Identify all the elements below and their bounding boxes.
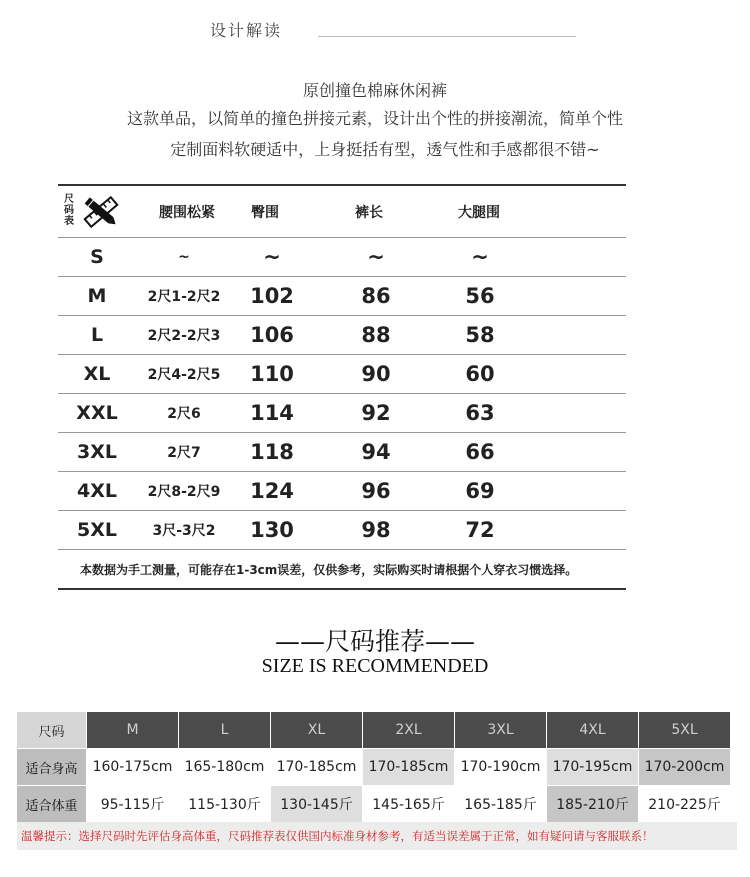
- section-heading: 设计解读: [210, 21, 283, 40]
- height-cell: 170-185cm: [363, 749, 454, 785]
- waist-cell: 2尺6: [167, 406, 201, 422]
- hip-cell: 110: [250, 362, 294, 386]
- recommend-size-m: M: [87, 712, 178, 748]
- thigh-cell: ~: [471, 245, 489, 269]
- hip-cell: 106: [250, 323, 294, 347]
- section-divider: [318, 36, 576, 37]
- thigh-cell: 72: [465, 518, 495, 542]
- table-row: [58, 472, 626, 511]
- hip-cell: 102: [250, 284, 294, 308]
- length-cell: 96: [361, 479, 391, 503]
- size-cell: XXL: [76, 402, 118, 424]
- height-cell: 170-195cm: [547, 749, 638, 785]
- height-cell: 165-180cm: [179, 749, 270, 785]
- weight-cell: 185-210斤: [547, 786, 638, 822]
- hip-cell: 118: [250, 440, 294, 464]
- table-row: [58, 394, 626, 433]
- table-row: [58, 238, 626, 277]
- size-cell: S: [90, 246, 104, 268]
- weight-label: 适合体重: [17, 786, 86, 822]
- recommend-title-en: SIZE IS RECOMMENDED: [261, 655, 489, 677]
- recommend-header-row: [17, 712, 737, 748]
- recommend-title-cn: ——尺码推荐——: [274, 627, 475, 656]
- pencil-ruler-icon: [80, 192, 122, 232]
- thigh-cell: 69: [465, 479, 495, 503]
- waist-cell: ~: [178, 249, 190, 265]
- size-chart-corner-label: 尺码表: [64, 194, 74, 227]
- table-row: [58, 511, 626, 550]
- product-description-line-1: 这款单品，以简单的撞色拼接元素，设计出个性的拼接潮流，简单个性: [126, 109, 623, 128]
- measurement-note-row: [58, 550, 626, 590]
- length-cell: 98: [361, 518, 391, 542]
- recommend-size-2xl: 2XL: [363, 712, 454, 748]
- waist-cell: 2尺8-2尺9: [147, 484, 221, 500]
- recommend-size-xl: XL: [271, 712, 362, 748]
- weight-cell: 145-165斤: [363, 786, 454, 822]
- length-cell: 90: [361, 362, 391, 386]
- recommend-table: [17, 712, 737, 823]
- table-row: [58, 355, 626, 394]
- size-cell: 5XL: [77, 519, 117, 541]
- length-cell: 92: [361, 401, 391, 425]
- recommend-weight-row: [17, 786, 737, 822]
- thigh-cell: 58: [465, 323, 495, 347]
- weight-cell: 165-185斤: [455, 786, 546, 822]
- col-header-waist: 腰围松紧: [159, 204, 215, 221]
- height-cell: 170-185cm: [271, 749, 362, 785]
- thigh-cell: 60: [465, 362, 495, 386]
- size-cell: M: [87, 285, 107, 307]
- waist-cell: 2尺1-2尺2: [147, 289, 221, 305]
- waist-cell: 3尺-3尺2: [152, 523, 216, 539]
- weight-cell: 95-115斤: [87, 786, 178, 822]
- weight-cell: 115-130斤: [179, 786, 270, 822]
- recommend-size-3xl: 3XL: [455, 712, 546, 748]
- waist-cell: 2尺7: [167, 445, 201, 461]
- recommend-size-5xl: 5XL: [639, 712, 730, 748]
- warm-tip: 温馨提示：选择尺码时先评估身高体重，尺码推荐表仅供国内标准身材参考，有适当误差属于正常，如有疑问请与客服联系！: [17, 822, 737, 850]
- length-cell: 94: [361, 440, 391, 464]
- thigh-cell: 56: [465, 284, 495, 308]
- recommend-height-row: [17, 749, 737, 785]
- size-cell: 3XL: [77, 441, 117, 463]
- table-row: [58, 277, 626, 316]
- measurement-note: 本数据为手工测量，可能存在1-3cm误差，仅供参考，实际购买时请根据个人穿衣习惯选择。: [80, 562, 578, 577]
- waist-cell: 2尺4-2尺5: [147, 367, 221, 383]
- weight-cell: 210-225斤: [639, 786, 730, 822]
- size-cell: 4XL: [77, 480, 117, 502]
- table-row: [58, 433, 626, 472]
- height-cell: 170-190cm: [455, 749, 546, 785]
- recommend-header-label: 尺码: [17, 712, 86, 748]
- hip-cell: 114: [250, 401, 294, 425]
- recommend-size-4xl: 4XL: [547, 712, 638, 748]
- length-cell: ~: [367, 245, 385, 269]
- hip-cell: 124: [250, 479, 294, 503]
- height-label: 适合身高: [17, 749, 86, 785]
- col-header-thigh: 大腿围: [458, 204, 500, 221]
- waist-cell: 2尺2-2尺3: [147, 328, 221, 344]
- size-cell: XL: [83, 363, 111, 385]
- height-cell: 170-200cm: [639, 749, 730, 785]
- weight-cell: 130-145斤: [271, 786, 362, 822]
- size-chart-corner: [62, 192, 132, 232]
- thigh-cell: 66: [465, 440, 495, 464]
- table-row: [58, 316, 626, 355]
- size-cell: L: [90, 324, 104, 346]
- recommend-size-l: L: [179, 712, 270, 748]
- col-header-length: 裤长: [355, 204, 383, 221]
- col-header-hip: 臀围: [251, 204, 279, 221]
- size-chart-header-row: [58, 186, 626, 238]
- hip-cell: 130: [250, 518, 294, 542]
- hip-cell: ~: [263, 245, 281, 269]
- thigh-cell: 63: [465, 401, 495, 425]
- height-cell: 160-175cm: [87, 749, 178, 785]
- product-description-line-2: 定制面料软硬适中，上身挺括有型，透气性和手感都很不错~: [170, 140, 600, 159]
- length-cell: 86: [361, 284, 391, 308]
- product-title: 原创撞色棉麻休闲裤: [302, 81, 447, 100]
- length-cell: 88: [361, 323, 391, 347]
- size-chart-table: [58, 184, 626, 590]
